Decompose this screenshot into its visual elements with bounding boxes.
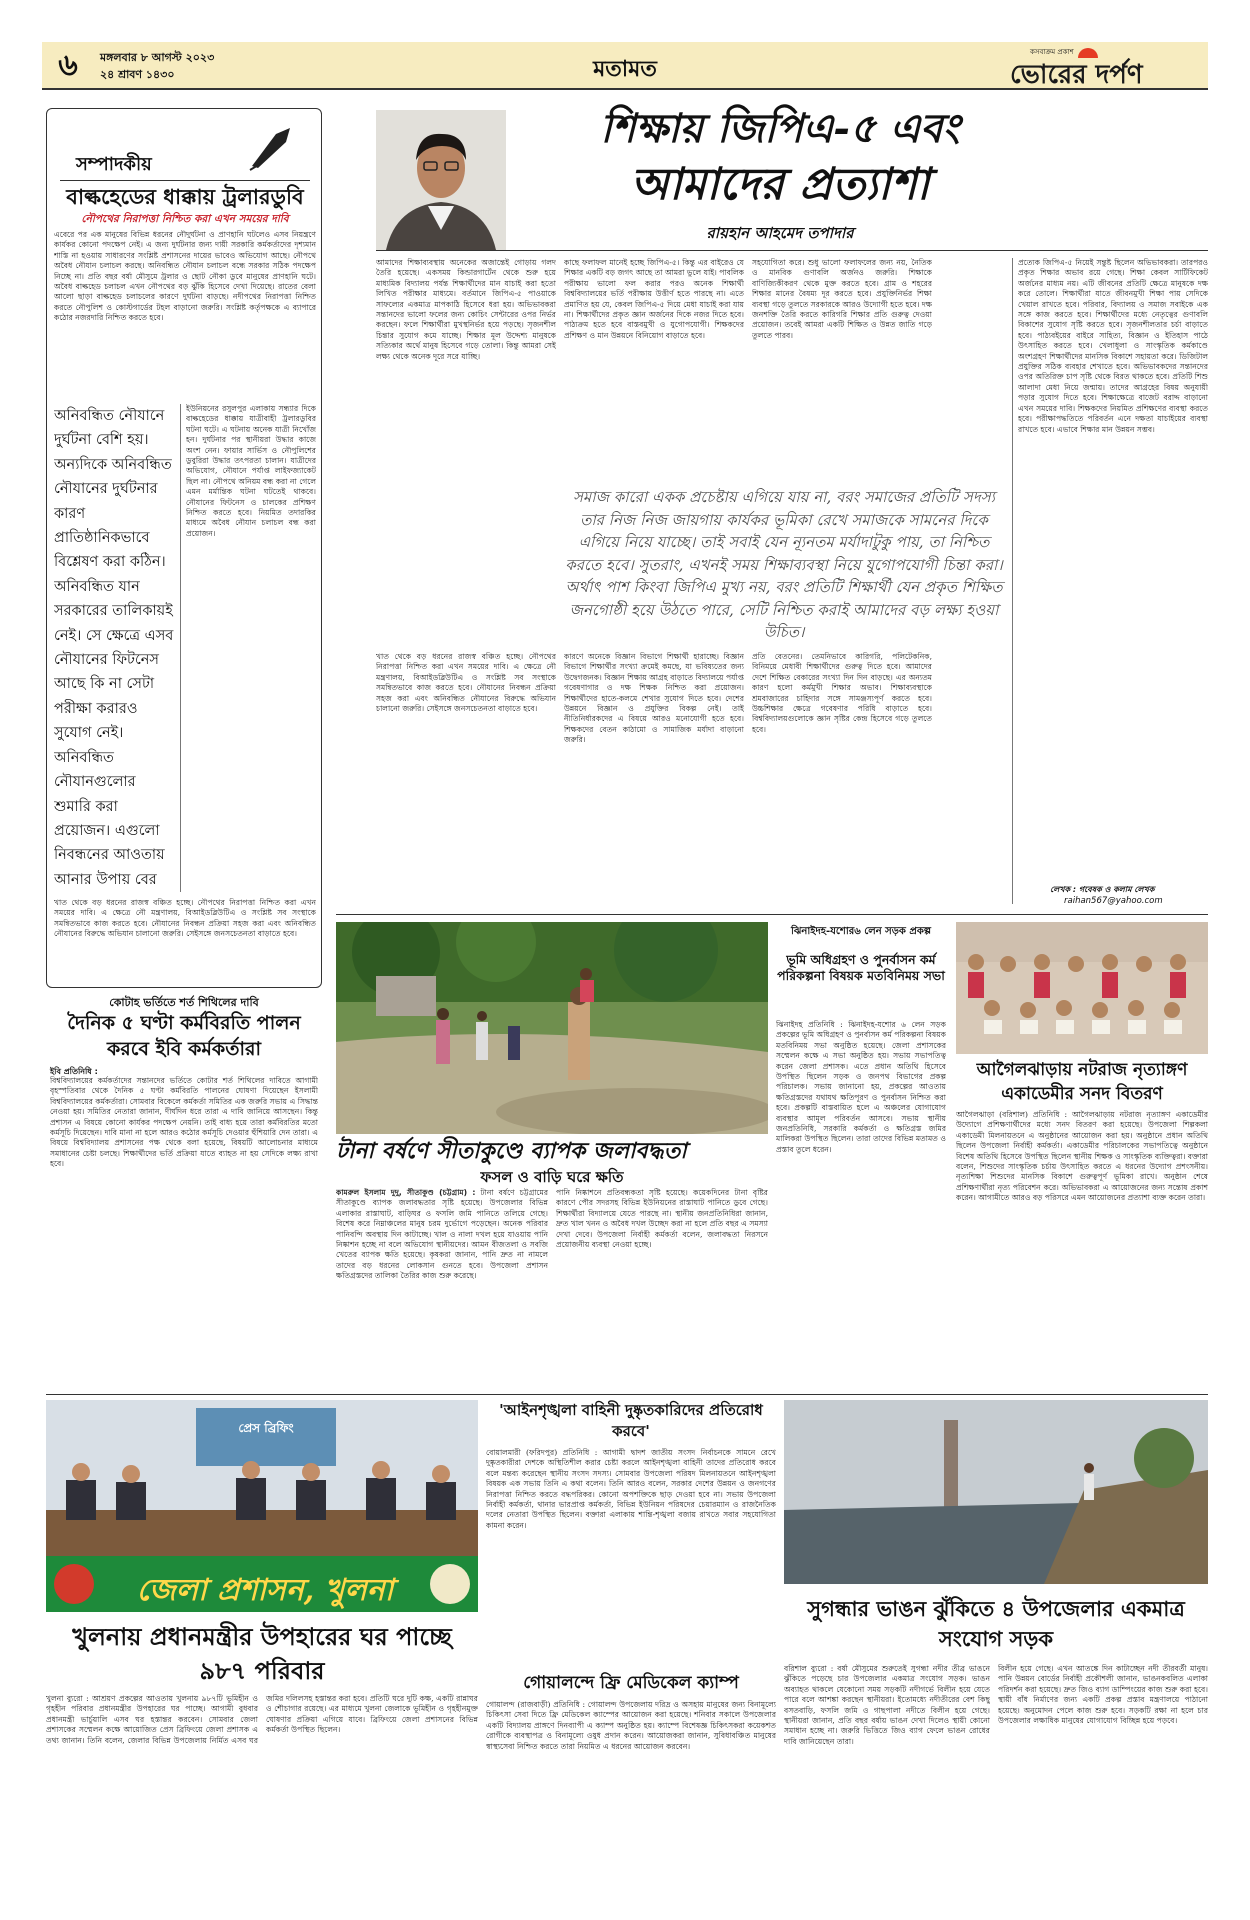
khulna-screen-text: প্রেস ব্রিফিং [238, 1421, 294, 1435]
main-quote: সমাজ কারো একক প্রচেষ্টায় এগিয়ে যায় না, বরং সমাজের প্রতিটি সদস্য তার নিজ নিজ জায়গায় কার্যকর ভূমিকা রেখে সমাজকে সামনের দিকে এগিয়ে নিয়ে যাচ্ছে। তাই সবাই যেন ন্যূনতম মর্যাদাটুকু পায়, তা নিশ্চিত করতে হবে। সুতরাং, এখনই সময় শিক্ষাব্যবস্থা নিয়ে যুগোপযোগী চিন্তা করা। অর্থাৎ পাশ কিংবা জিপিএ মুখ্য নয়, বরং প্রতিটি শিক্ষার্থী যেন প্রকৃত শিক্ষিত জনগোষ্ঠী হয়ে উঠতে পারে, সেটি নিশ্চিত করাই আমাদের বড় লক্ষ্য হওয়া উচিত। [565, 488, 1003, 641]
ibi-dateline: ইবি প্রতিনিধি : [50, 1067, 98, 1076]
sugandha-headline: সুগন্ধার ভাঙন ঝুঁকিতে ৪ উপজেলার একমাত্র সংযোগ সড়ক [807, 1596, 1185, 1651]
page-number: ৬ [58, 48, 78, 83]
ibi-body: বিশ্ববিদ্যালয়ের কর্মকর্তাদের সন্তানদের ভর্তিতে কোটার শর্ত শিথিলের দাবিতে আগামী বৃহস্পতিবার থেকে দৈনিক ৫ ঘণ্টা কর্মবিরতি পালনের ঘোষণা দিয়েছেন ইসলামী বিশ্ববিদ্যালয়ের কর্মকর্তারা। সোমবার বিকেলে কর্মকর্তা সমিতির এক জরুরি সভায় এ সিদ্ধান্ত নেওয়া হয়। সমিতির নেতারা জানান, দীর্ঘদিন ধরে তারা এ দাবি জানিয়ে আসছেন। কিন্তু প্রশাসন এ বিষয়ে কোনো কার্যকর পদক্ষেপ নেয়নি। তাই বাধ্য হয়ে তারা কর্মবিরতির মতো কর্মসূচি দিয়েছেন। দাবি মানা না হলে আরও কঠোর কর্মসূচি দেওয়ার হুঁশিয়ারি দেন তারা। এ বিষয়ে বিশ্ববিদ্যালয় প্রশাসনের পক্ষ থেকে বলা হয়েছে, বিষয়টি আলোচনার মাধ্যমে সমাধানের চেষ্টা চলছে। শিক্ষার্থীদের ভর্তি প্রক্রিয়া যাতে ব্যাহত না হয় সেদিকে লক্ষ্য রাখা হবে। [50, 1076, 318, 1169]
jhenaidah-headline: ভূমি অধিগ্রহণ ও পুনর্বাসন কর্ম পরিকল্পনা বিষয়ক মতবিনিময় সভা [777, 952, 945, 983]
camp-headline: গোয়ালন্দে ফ্রি মেডিকেল ক্যাম্প [523, 1673, 739, 1693]
masthead-name: ভোরের দর্পণ [1010, 60, 1143, 90]
main-col-1: আমাদের শিক্ষাব্যবস্থায় অনেকের অজান্তেই গোড়ায় গলদ তৈরি হয়েছে। একসময় কিন্ডারগার্টেন থেকে শুরু হয়ে মাধ্যমিক বিদ্যালয় পর্যন্ত শিক্ষার্থীদের মান যাচাই করা হতো লিখিত পরীক্ষার মাধ্যমে। বর্তমানে জিপিএ-৫ পাওয়াকে সাফল্যের একমাত্র মাপকাঠি হিসেবে ধরা হয়। অভিভাবকরা সন্তানদের ভালো ফলের জন্য কোচিং সেন্টারের ওপর নির্ভর করছেন। ফলে শিক্ষার্থীরা মুখস্থনির্ভর হয়ে পড়ছে। সৃজনশীল চিন্তার সুযোগ কমে যাচ্ছে। শিক্ষার মূল উদ্দেশ্য মানুষকে সত্যিকার অর্থে মানুষ হিসেবে গড়ে তোলা। কিন্তু আমরা সেই লক্ষ্য থেকে অনেক দূরে সরে যাচ্ছি। [376, 258, 556, 361]
editorial-body-3: খাত থেকে বড় ধরনের রাজস্ব বঞ্চিত হচ্ছে। নৌপথের নিরাপত্তা নিশ্চিত করা এখন সময়ের দাবি। এ ক্ষেত্রে নৌ মন্ত্রণালয়, বিআইডব্লিউটিএ ও সংশ্লিষ্ট সব সংস্থাকে সমন্বিতভাবে কাজ করতে হবে। নৌযানের নিবন্ধন প্রক্রিয়া সহজ করা এবং অনিবন্ধিত নৌযানের বিরুদ্ধে অভিযান চালানো জরুরি। সেইসঙ্গে জনসচেতনতা বাড়াতে হবে। [54, 898, 316, 939]
river-photo [784, 1400, 1208, 1584]
main-col-4: কারণে অনেকে বিজ্ঞান বিভাগে শিক্ষার্থী হারাচ্ছে। বিজ্ঞান বিভাগে শিক্ষার্থীর সংখ্যা ক্রমেই কমছে, যা ভবিষ্যতের জন্য উদ্বেগজনক। বিজ্ঞান শিক্ষায় আগ্রহ বাড়াতে বিদ্যালয়ে পর্যাপ্ত গবেষণাগার ও দক্ষ শিক্ষক নিশ্চিত করা প্রয়োজন। শিক্ষার্থীদের হাতে-কলমে শেখার সুযোগ দিতে হবে। দেশের উন্নয়নে বিজ্ঞান ও প্রযুক্তির বিকল্প নেই। তাই নীতিনির্ধারকদের এ বিষয়ে আরও মনোযোগী হতে হবে। শিক্ষকদের বেতন কাঠামো ও সামাজিক মর্যাদা বাড়ানো জরুরি। [564, 652, 744, 745]
flood-body-2: পানি নিষ্কাশনে প্রতিবন্ধকতা সৃষ্টি হয়েছে। কয়েকদিনের টানা বৃষ্টির কারণে পৌর সদরসহ বিভিন্ন ইউনিয়নের রাস্তাঘাট পানিতে ডুবে গেছে। শিক্ষার্থীরা বিদ্যালয়ে যেতে পারছে না। স্থানীয় জনপ্রতিনিধিরা জানান, দ্রুত খাল খনন ও অবৈধ দখল উচ্ছেদ করা না হলে প্রতি বছর এ সমস্যা দেখা দেবে। উপজেলা নির্বাহী কর্মকর্তা বলেন, জলাবদ্ধতা নিরসনে প্রয়োজনীয় ব্যবস্থা নেওয়া হচ্ছে। [556, 1188, 768, 1250]
masthead-logo [1010, 54, 1210, 90]
flood-body [336, 1188, 548, 1388]
law-body: বোয়ালমারী (ফরিদপুর) প্রতিনিধি : আগামী দ্বাদশ জাতীয় সংসদ নির্বাচনকে সামনে রেখে দুষ্কৃতকারীরা দেশকে অস্থিতিশীল করার চেষ্টা করলে আইনশৃঙ্খলা বাহিনী তাদের প্রতিরোধ করবে বলে মন্তব্য করেছেন স্থানীয় সংসদ সদস্য। সোমবার উপজেলা পরিষদ মিলনায়তনে আইনশৃঙ্খলা বিষয়ক এক সভায় তিনি এ কথা বলেন। তিনি আরও বলেন, সরকার দেশের উন্নয়ন ও জনগণের নিরাপত্তা নিশ্চিত করতে বদ্ধপরিকর। কোনো অপশক্তিকে ছাড় দেওয়া হবে না। সভায় উপজেলা নির্বাহী কর্মকর্তা, থানার ভারপ্রাপ্ত কর্মকর্তা, বিভিন্ন ইউনিয়ন পরিষদের চেয়ারম্যান ও রাজনৈতিক দলের নেতারা উপস্থিত ছিলেন। বক্তারা এলাকায় শান্তি-শৃঙ্খলা বজায় রাখতে সবার সহযোগিতা কামনা করেন। [486, 1448, 776, 1530]
main-headline-line-1: শিক্ষায় জিপিএ-৫ এবং [600, 105, 960, 152]
main-col-1-cont: খাত থেকে বড় ধরনের রাজস্ব বঞ্চিত হচ্ছে। নৌপথের নিরাপত্তা নিশ্চিত করা এখন সময়ের দাবি। এ ক্ষেত্রে নৌ মন্ত্রণালয়, বিআইডব্লিউটিএ ও সংশ্লিষ্ট সব সংস্থাকে সমন্বিতভাবে কাজ করতে হবে। নৌযানের নিবন্ধন প্রক্রিয়া সহজ করা এবং অনিবন্ধিত নৌযানের বিরুদ্ধে অভিযান চালানো জরুরি। সেইসঙ্গে জনসচেতনতা বাড়াতে হবে। [376, 652, 556, 714]
dance-headline: আগৈলঝাড়ায় নটরাজ নৃত্যাঙ্গণ একাডেমীর সনদ বিতরণ [976, 1060, 1188, 1104]
editorial-kicker: নৌপথের নিরাপত্তা নিশ্চিত করা এখন সময়ের দাবি [81, 213, 289, 225]
sugandha-body: বরিশাল ব্যুরো : বর্ষা মৌসুমের শুরুতেই সুগন্ধা নদীর তীব্র ভাঙনে ঝুঁকিতে পড়েছে চার উপজেলার একমাত্র সংযোগ সড়ক। ভাঙন অব্যাহত থাকলে যেকোনো সময় সড়কটি নদীগর্ভে বিলীন হয়ে যেতে পারে বলে আশঙ্কা করছেন স্থানীয়রা। ইতোমধ্যে নদীতীরের বেশ কিছু বসতবাড়ি, ফসলি জমি ও গাছপালা নদীতে বিলীন হয়ে গেছে। স্থানীয়রা জানান, প্রতি বছর বর্ষায় ভাঙন দেখা দিলেও স্থায়ী কোনো সমাধান হচ্ছে না। জরুরি ভিত্তিতে জিও ব্যাগ ফেলে ভাঙন রোধের দাবি জানিয়েছেন তারা। [784, 1664, 990, 1746]
main-col-5: প্রতি বেতনের। তেমনিভাবে কারিগরি, পলিটেকনিক, বিনিময়ে মেধাবী শিক্ষার্থীদের গুরুত্ব দিতে হবে। আমাদের দেশে শিক্ষিত বেকারের সংখ্যা দিন দিন বাড়ছে। এর অন্যতম কারণ হলো কর্মমুখী শিক্ষার অভাব। শিক্ষাব্যবস্থাকে শ্রমবাজারের চাহিদার সঙ্গে সামঞ্জস্যপূর্ণ করতে হবে। উচ্চশিক্ষার ক্ষেত্রে গবেষণার পরিধি বাড়াতে হবে। বিশ্ববিদ্যালয়গুলোকে জ্ঞান সৃষ্টির কেন্দ্র হিসেবে গড়ে তুলতে হবে। [752, 652, 932, 734]
main-col-3: সহযোগিতা করে। শুধু ভালো ফলাফলের জন্য নয়, নৈতিক ও মানবিক গুণাবলি অর্জনও জরুরি। শিক্ষাকে বাণিজ্যিকীকরণ থেকে মুক্ত করতে হবে। গ্রাম ও শহরের শিক্ষার মানের বৈষম্য দূর করতে হবে। প্রযুক্তিনির্ভর শিক্ষা ব্যবস্থা গড়ে তুলতে সরকারকে আরও উদ্যোগী হতে হবে। দক্ষ জনশক্তি তৈরি করতে কারিগরি শিক্ষার প্রতি গুরুত্ব দেওয়া প্রয়োজন। তবেই আমরা একটি শিক্ষিত ও উন্নত জাতি গড়ে তুলতে পারব। [752, 258, 932, 340]
main-author: রায়হান আহমেদ তপাদার [706, 224, 854, 242]
main-footer-email: raihan567@yahoo.com [1064, 896, 1163, 906]
camp-body: গোয়ালন্দ (রাজবাড়ী) প্রতিনিধি : গোয়ালন্দ উপজেলায় দরিদ্র ও অসহায় মানুষের জন্য বিনামূল্যে চিকিৎসা সেবা দিতে ফ্রি মেডিকেল ক্যাম্পের আয়োজন করা হয়েছে। শনিবার সকালে উপজেলার একটি বিদ্যালয় প্রাঙ্গণে দিনব্যাপী এ ক্যাম্প অনুষ্ঠিত হয়। ক্যাম্পে বিশেষজ্ঞ চিকিৎসকরা কয়েকশত রোগীকে ব্যবস্থাপত্র ও বিনামূল্যে ওষুধ প্রদান করেন। আয়োজকরা জানান, সুবিধাবঞ্চিত মানুষের স্বাস্থ্যসেবা নিশ্চিত করতে তারা নিয়মিত এ ধরনের আয়োজন করবেন। [486, 1700, 776, 1751]
dance-photo [956, 922, 1208, 1054]
law-headline: 'আইনশৃঙ্খলা বাহিনী দুষ্কৃতকারিদের প্রতিরোধ করবে' [499, 1401, 763, 1440]
section-title: মতামত [593, 56, 657, 82]
editorial-body: এবেরে পর এক মানুষের বিভিন্ন ধরনের নৌদুর্ঘটনা ও প্রাণহানি ঘটলেও এসব নিয়ন্ত্রণে কার্যকর কোনো পদক্ষেপ নেই। এ জন্য দুর্ঘটনার জন্য দায়ী সরকারি কর্মকর্তাদের দৃশ্যমান শাস্তি না হওয়ায় সাধারণের সংশ্লিষ্ট প্রশাসনের দায়ের ভাবেও অভিযোগ আছে। নৌপথে অবৈধ নৌযান চলাচল করছে। অনিবন্ধিত নৌযান চলাচল বন্ধে সরকার সঠিক পদক্ষেপ নিচ্ছে না। প্রতি বছর বর্ষা মৌসুমে ট্রলার ও ছোট নৌকা ডুবে মানুষের প্রাণহানি ঘটে। অবৈধ বাল্কহেড চলাচল এখন নৌপথের বড় ঝুঁকি হিসেবে দেখা দিয়েছে। রাতের বেলা আলো ছাড়া বাল্কহেড চলাচলের কারণে দুর্ঘটনা বাড়ছে। নদীপথের নিরাপত্তা নিশ্চিত করতে নৌপুলিশ ও কোস্টগার্ডের টহল বাড়ানো জরুরি। সংশ্লিষ্ট কর্তৃপক্ষকে এ ব্যাপারে কঠোর নজরদারি নিশ্চিত করতে হবে। [54, 230, 316, 323]
dance-body: আগৈলঝাড়া (বরিশাল) প্রতিনিধি : আগৈলঝাড়ায় নটরাজ নৃত্যাঙ্গণ একাডেমীর উদ্যোগে প্রশিক্ষণার্থীদের মধ্যে সনদ বিতরণ করা হয়েছে। উপজেলা শিল্পকলা একাডেমী মিলনায়তনে এ অনুষ্ঠানের আয়োজন করা হয়। অনুষ্ঠানে প্রধান অতিথি ছিলেন উপজেলা নির্বাহী কর্মকর্তা। একাডেমীর পরিচালকের সভাপতিত্বে অনুষ্ঠানে বিশেষ অতিথি হিসেবে উপস্থিত ছিলেন স্থানীয় শিক্ষক ও সাংস্কৃতিক ব্যক্তিত্বরা। বক্তারা বলেন, শিশুদের সাংস্কৃতিক চর্চায় উৎসাহিত করতে এ ধরনের উদ্যোগ প্রশংসনীয়। নৃত্যশিক্ষা শিশুদের মানসিক বিকাশে গুরুত্বপূর্ণ ভূমিকা রাখে। অনুষ্ঠান শেষে প্রশিক্ষণার্থীরা নৃত্য পরিবেশন করে। অভিভাবকরা এ আয়োজনের জন্য সন্তোষ প্রকাশ করেন। আগামীতে আরও বড় পরিসরে এমন আয়োজনের প্রত্যাশা ব্যক্ত করেন তারা। [956, 1110, 1208, 1203]
mid-bottom-rule [46, 1394, 1208, 1395]
main-col-6: প্রত্যেক জিপিএ-৫ নিয়েই সন্তুষ্ট ছিলেন অভিভাবকরা। তারপরও প্রকৃত শিক্ষার অভাব রয়ে গেছে। শিক্ষা কেবল সার্টিফিকেট অর্জনের মাধ্যম নয়। এটি জীবনের প্রতিটি ক্ষেত্রে মানুষকে দক্ষ করে তোলে। শিক্ষার্থীরা যাতে জীবনমুখী শিক্ষা পায় সেদিকে খেয়াল রাখতে হবে। পরিবার, বিদ্যালয় ও সমাজ সবাইকে এক সঙ্গে কাজ করতে হবে। শিক্ষার্থীদের মধ্যে নেতৃত্বের গুণাবলি বিকাশের সুযোগ সৃষ্টি করতে হবে। সৃজনশীলতার চর্চা বাড়াতে হবে। পাঠ্যবইয়ের বাইরে সাহিত্য, বিজ্ঞান ও ইতিহাস পাঠে উৎসাহিত করতে হবে। খেলাধুলা ও সাংস্কৃতিক কর্মকাণ্ডে অংশগ্রহণ শিক্ষার্থীদের মানসিক বিকাশে সহায়তা করে। ডিজিটাল প্রযুক্তির সঠিক ব্যবহার শেখাতে হবে। অভিভাবকদের সন্তানদের ওপর অতিরিক্ত চাপ সৃষ্টি থেকে বিরত থাকতে হবে। প্রতিটি শিশু আলাদা মেধা নিয়ে জন্মায়। তাদের আগ্রহের বিষয় অনুযায়ী পড়ার সুযোগ দিতে হবে। শিক্ষাক্ষেত্রে বাজেট বরাদ্দ বাড়ানো এখন সময়ের দাবি। শিক্ষকদের নিয়মিত প্রশিক্ষণের ব্যবস্থা করতে হবে। পরীক্ষাপদ্ধতিতে পরিবর্তন এনে দক্ষতা যাচাইয়ের ব্যবস্থা রাখতে হবে। এভাবে শিক্ষার মান উন্নয়ন সম্ভব। [1018, 258, 1208, 434]
col-divider-right [1012, 258, 1013, 904]
main-col-2: কাছে ফলাফল মানেই হচ্ছে জিপিএ-৫। কিন্তু এর বাইরেও যে শিক্ষার একটি বড় জগৎ আছে তা আমরা ভুলে যাই। পাবলিক পরীক্ষায় ভালো ফল করার পরও অনেক শিক্ষার্থী বিশ্ববিদ্যালয়ের ভর্তি পরীক্ষায় উত্তীর্ণ হতে পারছে না। এতে প্রমাণিত হয় যে, কেবল জিপিএ-৫ দিয়ে মেধা যাচাই করা যায় না। শিক্ষার্থীদের প্রকৃত জ্ঞান অর্জনের দিকে নজর দিতে হবে। পাঠ্যক্রম হতে হবে বাস্তবমুখী ও যুগোপযোগী। শিক্ষকদের প্রশিক্ষণ ও মান উন্নয়নে বিনিয়োগ বাড়াতে হবে। [564, 258, 744, 340]
sugandha-body-2: বিলীন হয়ে গেছে। এখন আতঙ্কে দিন কাটাচ্ছেন নদী তীরবর্তী মানুষ। পানি উন্নয়ন বোর্ডের নির্বাহী প্রকৌশলী জানান, ভাঙনকবলিত এলাকা পরিদর্শন করা হয়েছে। দ্রুত জিও ব্যাগ ডাম্পিংয়ের কাজ শুরু করা হবে। স্থায়ী বাঁধ নির্মাণের জন্য একটি প্রকল্প প্রস্তাব মন্ত্রণালয়ে পাঠানো হয়েছে। অনুমোদন পেলে কাজ শুরু হবে। সড়কটি রক্ষা না হলে চার উপজেলার লক্ষাধিক মানুষের যোগাযোগ বিচ্ছিন্ন হয়ে পড়বে। [998, 1664, 1208, 1726]
flood-body-text: টানা বর্ষণে চট্টগ্রামের সীতাকুণ্ডে ব্যাপক জলাবদ্ধতার সৃষ্টি হয়েছে। উপজেলার বিভিন্ন এলাকার রাস্তাঘাট, বাড়িঘর ও ফসলি জমি পানিতে তলিয়ে গেছে। বিশেষ করে নিম্নাঞ্চলের মানুষ চরম দুর্ভোগে পড়েছেন। অনেক পরিবার পানিবন্দি অবস্থায় দিন কাটাচ্ছে। খাল ও নালা দখল হয়ে যাওয়ায় পানি নিষ্কাশন হচ্ছে না বলে অভিযোগ স্থানীয়দের। আমন বীজতলা ও সবজি খেতের ব্যাপক ক্ষতি হয়েছে। কৃষকরা জানান, পানি দ্রুত না নামলে তাদের বড় ধরনের লোকসান গুনতে হবে। উপজেলা প্রশাসন ক্ষতিগ্রস্তদের তালিকা তৈরির কাজ শুরু করেছে। [336, 1188, 548, 1281]
editorial-rule [60, 180, 310, 181]
flood-byline: কামরুল ইসলাম দুদু, সীতাকুণ্ড (চট্টগ্রাম) : [336, 1188, 476, 1197]
editorial-pull-quote: অনিবন্ধিত নৌযানে দুর্ঘটনা বেশি হয়। অন্যদিকে অনিবন্ধিত নৌযানের দুর্ঘটনার কারণ প্রাতিষ্ঠানিকভাবে বিশ্লেষণ করা কঠিন। অনিবন্ধিত যান সরকারের তালিকায়ই নেই। সে ক্ষেত্রে এসব নৌযানের ফিটনেস আছে কি না সেটা পরীক্ষা করারও সুযোগ নেই। অনিবন্ধিত নৌযানগুলোর শুমারি করা প্রয়োজন। এগুলো নিবন্ধনের আওতায় আনার উপায় বের [54, 408, 174, 888]
pull-quote-divider [180, 404, 181, 892]
flood-headline: টানা বর্ষণে সীতাকুণ্ডে ব্যাপক জলাবদ্ধতা [336, 1138, 687, 1164]
jhenaidah-kicker: ঝিনাইদহ-যশোর৬ লেন সড়ক প্রকল্প [790, 926, 932, 937]
editorial-body-2: ইউনিয়নের রসুলপুর এলাকায় সন্ধ্যার দিকে বাল্কহেডের ধাক্কায় যাত্রীবাহী ট্রলারডুবির ঘটনা ঘটে। এ ঘটনায় অনেক যাত্রী নিখোঁজ হন। দুর্ঘটনার পর স্থানীয়রা উদ্ধার কাজে অংশ নেন। ফায়ার সার্ভিস ও নৌপুলিশের ডুবুরিরা উদ্ধার তৎপরতা চালান। যাত্রীদের অভিযোগ, নৌযানে পর্যাপ্ত লাইফজ্যাকেট ছিল না। নৌপথে অনিয়ম বন্ধ করা না গেলে এমন মর্মান্তিক ঘটনা ঘটতেই থাকবে। নৌযানের ফিটনেস ও চালকের প্রশিক্ষণ নিশ্চিত করতে হবে। নিয়মিত তদারকির মাধ্যমে অবৈধ নৌযান চলাচল বন্ধ করা প্রয়োজন। [186, 404, 316, 538]
date-line-2: ২৪ শ্রাবণ ১৪৩০ [100, 68, 175, 81]
editorial-label: সম্পাদকীয় [76, 154, 152, 175]
main-headline-line-2: আমাদের প্রত্যাশা [630, 159, 930, 210]
khulna-headline: খুলনায় প্রধানমন্ত্রীর উপহারের ঘর পাচ্ছে ৯৮৭ পরিবার [72, 1622, 452, 1685]
flood-photo [336, 922, 768, 1134]
masthead-tagline: কসবাক্রম প্রকাশ [1030, 48, 1074, 56]
editorial-headline: বাল্কহেডের ধাক্কায় ট্রলারডুবি [66, 184, 304, 209]
pen-icon [246, 124, 296, 172]
jhenaidah-body: ঝিনাইদহ প্রতিনিধি : ঝিনাইদহ-যশোর ৬ লেন সড়ক প্রকল্পের ভূমি অধিগ্রহণ ও পুনর্বাসন কর্ম পরিকল্পনা বিষয়ক মতবিনিময় সভা অনুষ্ঠিত হয়েছে। জেলা প্রশাসকের সম্মেলন কক্ষে এ সভা অনুষ্ঠিত হয়। সভায় সভাপতিত্ব করেন জেলা প্রশাসক। এতে প্রধান অতিথি হিসেবে উপস্থিত ছিলেন সড়ক ও জনপথ বিভাগের প্রকল্প পরিচালক। সভায় জানানো হয়, প্রকল্পের আওতায় ক্ষতিগ্রস্তদের যথাযথ ক্ষতিপূরণ ও পুনর্বাসন নিশ্চিত করা হবে। প্রকল্পটি বাস্তবায়িত হলে এ অঞ্চলের যোগাযোগ ব্যবস্থার আমূল পরিবর্তন আসবে। সভায় স্থানীয় জনপ্রতিনিধি, সরকারি কর্মকর্তা ও ক্ষতিগ্রস্ত জমির মালিকরা উপস্থিত ছিলেন। তারা তাদের বিভিন্ন মতামত ও প্রস্তাব তুলে ধরেন। [776, 1020, 946, 1154]
ibi-headline: দৈনিক ৫ ঘণ্টা কর্মবিরতি পালন করবে ইবি কর্মকর্তারা [67, 1012, 301, 1060]
khulna-body: খুলনা ব্যুরো : আশ্রয়ণ প্রকল্পের আওতায় খুলনায় ৯৮৭টি ভূমিহীন ও গৃহহীন পরিবার প্রধানমন্ত্রীর উপহারের ঘর পাচ্ছে। আগামী বুধবার প্রধানমন্ত্রী ভার্চুয়ালি এসব ঘর হস্তান্তর করবেন। সোমবার জেলা প্রশাসকের সম্মেলন কক্ষে আয়োজিত প্রেস ব্রিফিংয়ে জেলা প্রশাসক এ তথ্য জানান। তিনি বলেন, জেলার বিভিন্ন উপজেলায় নির্মিত এসব ঘর জমির দলিলসহ হস্তান্তর করা হবে। প্রতিটি ঘরে দুটি কক্ষ, একটি রান্নাঘর ও শৌচাগার রয়েছে। এর মাধ্যমে খুলনা জেলাকে ভূমিহীন ও গৃহহীনমুক্ত ঘোষণার প্রক্রিয়া এগিয়ে যাবে। ব্রিফিংয়ে জেলা প্রশাসনের বিভিন্ন কর্মকর্তা উপস্থিত ছিলেন। [46, 1694, 478, 1745]
ibi-kicker: কোটাহ ভর্তিতে শর্ত শিথিলের দাবি [109, 996, 259, 1009]
author-photo [376, 110, 506, 250]
main-footer-author: লেখক : গবেষক ও কলাম লেখক [1050, 885, 1155, 894]
khulna-banner-text: জেলা প্রশাসন, খুলনা [136, 1573, 394, 1608]
main-top-rule [376, 250, 1208, 251]
date-line-1: মঙ্গলবার ৮ আগস্ট ২০২৩ [100, 51, 215, 64]
flood-subhead: ফসল ও বাড়ি ঘরে ক্ষতি [480, 1168, 624, 1186]
main-bottom-rule [336, 914, 1208, 915]
